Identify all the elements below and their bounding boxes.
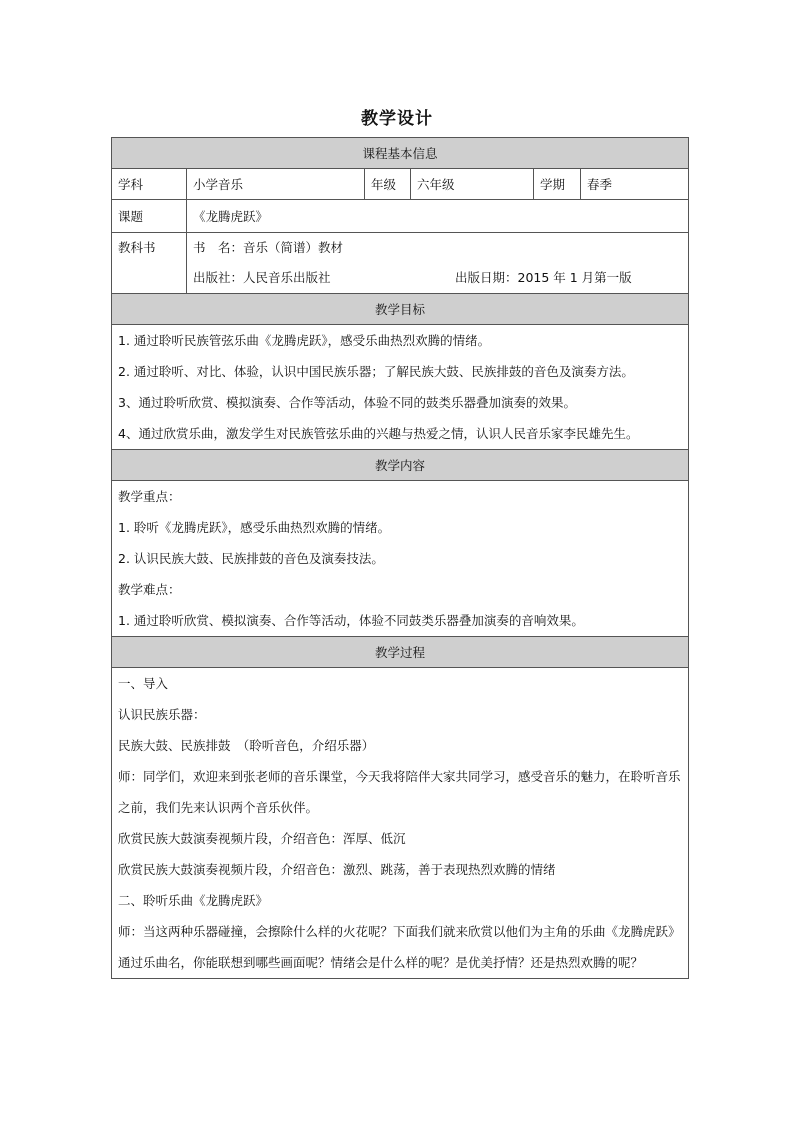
textbook-label: 教科书 <box>118 240 156 255</box>
process-header-row <box>112 637 689 668</box>
process-header: 教学过程 <box>112 637 689 668</box>
term-value: 春季 <box>581 169 689 200</box>
process-line: 一、导入 <box>118 676 169 691</box>
publication-date: 出版日期：2015 年 1 月第一版 <box>455 270 632 285</box>
objectives-header: 教学目标 <box>112 294 689 325</box>
objectives-cell <box>112 325 689 450</box>
content-row <box>112 481 689 637</box>
process-line: 民族大鼓、民族排鼓 （聆听音色，介绍乐器） <box>118 738 375 753</box>
topic-value: 《龙腾虎跃》 <box>187 200 689 233</box>
textbook-publisher-line <box>193 263 682 293</box>
subject-row <box>112 169 689 200</box>
topic-label: 课题 <box>112 200 187 233</box>
process-line: 二、聆听乐曲《龙腾虎跃》 <box>118 893 269 908</box>
content-line: 2. 认识民族大鼓、民族排鼓的音色及演奏技法。 <box>118 551 384 566</box>
process-line: 欣赏民族大鼓演奏视频片段，介绍音色：激烈、跳荡，善于表现热烈欢腾的情绪 <box>118 862 556 877</box>
process-paragraph: 师：当这两种乐器碰撞，会擦除什么样的火花呢？下面我们就来欣赏以他们为主角的乐曲《龙腾虎跃》通过乐曲名，你能联想到哪些画面呢？情绪会是什么样的呢？是优美抒情？还是热烈欢腾的呢？ <box>118 924 681 970</box>
publisher: 出版社：人民音乐出版社 <box>193 270 331 285</box>
content-line: 教学难点： <box>118 582 181 597</box>
subject-value: 小学音乐 <box>187 169 365 200</box>
process-cell <box>112 668 689 979</box>
document-title: 教学设计 <box>361 109 433 129</box>
content-header-row <box>112 450 689 481</box>
grade-value: 六年级 <box>411 169 534 200</box>
textbook-label-cell <box>112 233 187 294</box>
textbook-name: 书 名：音乐（简谱）教材 <box>193 240 344 255</box>
basic-info-header-row <box>112 138 689 169</box>
objective-item: 4、通过欣赏乐曲，激发学生对民族管弦乐曲的兴趣与热爱之情，认识人民音乐家李民雄先生。 <box>118 426 639 441</box>
process-line: 认识民族乐器： <box>118 707 206 722</box>
textbook-row <box>112 233 689 294</box>
objectives-row <box>112 325 689 450</box>
grade-label: 年级 <box>365 169 411 200</box>
objective-item: 1. 通过聆听民族管弦乐曲《龙腾虎跃》，感受乐曲热烈欢腾的情绪。 <box>118 333 491 348</box>
content-header: 教学内容 <box>112 450 689 481</box>
subject-label: 学科 <box>112 169 187 200</box>
objectives-header-row <box>112 294 689 325</box>
objective-item: 2. 通过聆听、对比、体验，认识中国民族乐器；了解民族大鼓、民族排鼓的音色及演奏方法。 <box>118 364 634 379</box>
content-line: 教学重点： <box>118 489 181 504</box>
content-line: 1. 通过聆听欣赏、模拟演奏、合作等活动，体验不同鼓类乐器叠加演奏的音响效果。 <box>118 613 584 628</box>
objective-item: 3、通过聆听欣赏、模拟演奏、合作等活动，体验不同的鼓类乐器叠加演奏的效果。 <box>118 395 576 410</box>
lesson-plan-table <box>111 137 689 979</box>
process-row <box>112 668 689 979</box>
topic-row <box>112 200 689 233</box>
term-label: 学期 <box>534 169 581 200</box>
process-line: 欣赏民族大鼓演奏视频片段，介绍音色：浑厚、低沉 <box>118 831 406 846</box>
textbook-detail-cell <box>187 233 689 294</box>
process-paragraph: 师：同学们，欢迎来到张老师的音乐课堂，今天我将陪伴大家共同学习，感受音乐的魅力，在聆听音乐之前，我们先来认识两个音乐伙伴。 <box>118 769 681 815</box>
content-cell <box>112 481 689 637</box>
content-line: 1. 聆听《龙腾虎跃》，感受乐曲热烈欢腾的情绪。 <box>118 520 391 535</box>
basic-info-header: 课程基本信息 <box>112 138 689 169</box>
